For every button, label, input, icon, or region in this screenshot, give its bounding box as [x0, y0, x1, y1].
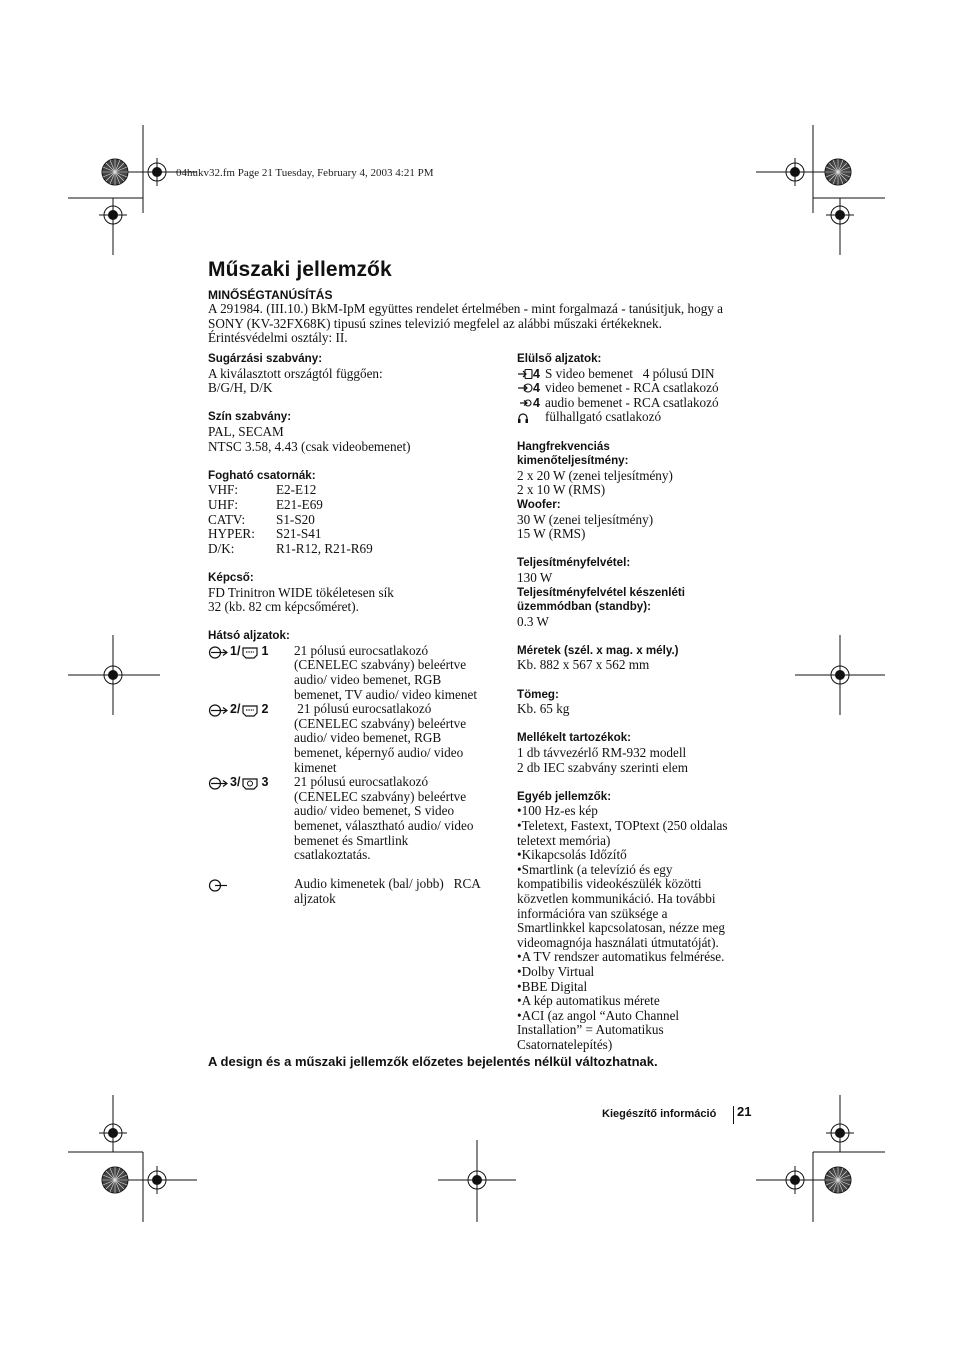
socket-number: 3 [261, 775, 269, 790]
picture-tube-section [208, 571, 508, 615]
section-heading: Sugárzási szabvány: [208, 352, 323, 365]
section-line: 2 x 10 W (RMS) [517, 482, 606, 498]
description-line: bemenet, képernyő audio/ video [294, 745, 464, 761]
feature-line: Smartlinkkel kapcsolatosan, nézze meg [517, 920, 725, 936]
band-range: E21-E69 [276, 496, 323, 512]
band-label: VHF: [208, 482, 239, 498]
rear-sockets-section [208, 629, 508, 906]
page-number: 21 [737, 1104, 752, 1119]
channel-row [208, 498, 508, 513]
channel-row [208, 513, 508, 528]
section-line: 30 W (zenei teljesítmény) [517, 511, 654, 527]
socket-number: 2 [261, 702, 269, 717]
band-range: S1-S20 [276, 511, 315, 527]
section-heading: Méretek (szél. x mag. x mély.) [517, 643, 679, 657]
headphones-icon [517, 412, 529, 424]
feature-line: Csatornatelepítés) [517, 1036, 613, 1052]
socket-number: 3/ [230, 775, 241, 790]
description-line: audio/ video bemenet, RGB [294, 672, 442, 688]
socket-description [294, 644, 508, 702]
front-socket-row [517, 396, 757, 411]
description-line: aljzatok [294, 890, 336, 906]
description-line: 21 pólusú eurocsatlakozó [294, 642, 429, 658]
video-input-label [517, 381, 545, 396]
section-heading: Tömeg: [517, 687, 559, 701]
feature-line: •Dolby Virtual [517, 963, 595, 979]
socket-description [294, 702, 508, 775]
section-heading: Teljesítményfelvétel: [517, 556, 631, 570]
band-label: UHF: [208, 496, 239, 512]
input-arrow-icon [208, 646, 228, 659]
power-consumption-section [517, 556, 757, 585]
section-line: NTSC 3.58, 4.43 (csak videobemenet) [208, 438, 411, 454]
footer-divider [733, 1106, 734, 1124]
section-heading: üzemmódban (standby): [517, 600, 651, 614]
s-video-input-label [517, 367, 545, 382]
feature-line: •BBE Digital [517, 978, 588, 994]
description-line: 21 pólusú eurocsatlakozó [294, 774, 429, 790]
section-line: A kiválasztott országtól függően: [208, 365, 383, 381]
socket-description: audio bemenet - RCA csatlakozó [545, 394, 719, 410]
channels-section [208, 469, 508, 557]
band-label: HYPER: [208, 526, 255, 542]
right-column [517, 352, 757, 1067]
feature-line: kompatibilis videokészülék közötti [517, 876, 702, 892]
audio-output-socket [208, 877, 508, 906]
section-heading: Teljesítményfelvétel készenléti [517, 585, 685, 599]
front-socket-row [517, 410, 757, 425]
socket-number: 4 [533, 381, 540, 396]
radiation-standard-section [208, 352, 508, 396]
section-heading: Egyéb jellemzők: [517, 789, 612, 803]
socket-description [294, 775, 508, 863]
section-name: Kiegészítő információ [602, 1108, 717, 1120]
feature-line: •A kép automatikus mérete [517, 993, 660, 1009]
intro-line: Érintésvédelmi osztály: II. [208, 330, 348, 346]
section-line: 130 W [517, 569, 553, 585]
woofer-section [517, 498, 757, 542]
section-heading: Hangfrekvenciás [517, 439, 610, 453]
s-video-input-icon [517, 368, 533, 380]
section-heading: Fogható csatornák: [208, 468, 316, 482]
socket-description [294, 877, 508, 906]
band-label: D/K: [208, 540, 235, 556]
description-line: Audio kimenetek (bal/ jobb) RCA [294, 876, 481, 892]
audio-input-icon [517, 397, 533, 409]
audio-input-label [517, 396, 545, 411]
section-line: Kb. 882 x 567 x 562 mm [517, 657, 650, 673]
description-line: (CENELEC szabvány) beleértve [294, 715, 467, 731]
description-line: audio/ video bemenet, S video [294, 803, 455, 819]
feature-line: •Kikapcsolás Időzítő [517, 847, 627, 863]
audio-output-label [208, 877, 294, 906]
socket-number: 2/ [230, 702, 241, 717]
socket-number: 4 [533, 395, 540, 410]
input-arrow-icon [208, 704, 228, 717]
feature-line: •A TV rendszer automatikus felmérése. [517, 949, 725, 965]
dimensions-section [517, 644, 757, 673]
channel-row [208, 542, 508, 557]
description-line: bemenet és Smartlink [294, 832, 409, 848]
scart-icon [241, 704, 259, 717]
intro-line: A 291984. (III.10.) BkM-IpM együttes rendelet értelmében - mint forgalmazá - tanúsitjuk, hogy a [208, 301, 724, 316]
section-line: 0.3 W [517, 613, 549, 629]
section-heading: Woofer: [517, 497, 561, 511]
color-standard-section [208, 410, 508, 454]
feature-line: •Smartlink (a televízió és egy [517, 861, 673, 877]
left-column [208, 352, 508, 921]
description-line: bemenet, TV audio/ video kimenet [294, 686, 477, 702]
band-label: CATV: [208, 511, 246, 527]
band-range: S21-S41 [276, 526, 322, 542]
section-heading: Mellékelt tartozékok: [517, 731, 632, 745]
description-line: bemenet, választható audio/ video [294, 818, 474, 833]
video-input-icon [517, 382, 533, 394]
section-line: 2 db IEC szabvány szerinti elem [517, 759, 689, 775]
description-line: kimenet [294, 759, 337, 775]
page-title: Műszaki jellemzők [208, 258, 392, 281]
certification-text [208, 302, 768, 346]
rear-socket-3 [208, 775, 508, 863]
section-line: Kb. 65 kg [517, 701, 570, 717]
rear-socket-1 [208, 644, 508, 702]
scart-socket-label [208, 644, 294, 702]
disclaimer-note: A design és a műszaki jellemzők előzetes bejelentés nélkül változhatnak. [208, 1054, 658, 1069]
standby-consumption-section [517, 586, 757, 630]
section-heading: Hátsó aljzatok: [208, 629, 290, 643]
feature-line: teletext memória) [517, 832, 611, 848]
scart-socket-label [208, 702, 294, 775]
feature-line: videomagnója használati útmutatóját). [517, 934, 719, 950]
description-line: 21 pólusú eurocsatlakozó [294, 701, 432, 717]
s-video-scart-icon [241, 777, 259, 790]
feature-line: Installation” = Automatikus [517, 1022, 664, 1038]
socket-number: 1 [261, 643, 269, 658]
intro-line: SONY (KV-32FX68K) tipusú szines televizió megfelel az alábbi műszaki értékeknek. [208, 315, 662, 331]
accessories-section [517, 731, 757, 775]
front-sockets-section [517, 352, 757, 425]
feature-line: közvetlen kommunikáció. Ha további [517, 890, 716, 906]
section-heading: Képcső: [208, 570, 254, 584]
feature-line: •ACI (az angol “Auto Channel [517, 1007, 680, 1023]
description-line: (CENELEC szabvány) beleértve [294, 788, 467, 804]
section-line: 1 db távvezérlő RM-932 modell [517, 745, 687, 761]
description-line: (CENELEC szabvány) beleértve [294, 657, 467, 673]
section-line: FD Trinitron WIDE tökéletesen sík [208, 584, 394, 600]
section-heading: kimenőteljesítmény: [517, 454, 629, 468]
socket-description: fülhallgató csatlakozó [545, 409, 662, 425]
section-line: PAL, SECAM [208, 423, 284, 439]
socket-description: S video bemenet 4 pólusú DIN [545, 365, 715, 381]
socket-number: 1/ [230, 643, 241, 658]
section-heading: Elülső aljzatok: [517, 352, 602, 365]
other-features-section [517, 790, 757, 1053]
section-line: 2 x 20 W (zenei teljesítmény) [517, 467, 673, 483]
section-line: 15 W (RMS) [517, 526, 586, 542]
input-arrow-icon [208, 777, 228, 790]
socket-number: 4 [533, 366, 540, 381]
description-line: audio/ video bemenet, RGB [294, 730, 442, 746]
feature-line: információra van szüksége a [517, 905, 668, 921]
feature-line: •100 Hz-es kép [517, 803, 598, 819]
file-info-header: 04hukv32.fm Page 21 Tuesday, February 4, 2003 4:21 PM [176, 167, 434, 179]
socket-description: video bemenet - RCA csatlakozó [545, 380, 719, 396]
channel-row [208, 527, 508, 542]
headphone-label [517, 410, 545, 425]
section-heading: Szín szabvány: [208, 410, 292, 424]
band-range: E2-E12 [276, 482, 317, 498]
front-socket-row [517, 367, 757, 382]
description-line: csatlakoztatás. [294, 847, 371, 863]
band-range: R1-R12, R21-R69 [276, 540, 373, 556]
certification-heading: MINŐSÉGTANÚSÍTÁS [208, 288, 333, 302]
front-socket-row [517, 381, 757, 396]
scart-icon [241, 646, 259, 659]
section-line: 32 (kb. 82 cm képcsőméret). [208, 599, 359, 615]
section-line: B/G/H, D/K [208, 380, 273, 396]
feature-line: •Teletext, Fastext, TOPtext (250 oldalas [517, 818, 728, 833]
weight-section [517, 688, 757, 717]
audio-output-power-section [517, 440, 757, 498]
output-arrow-icon [208, 879, 228, 892]
scart-socket-label [208, 775, 294, 863]
rear-socket-2 [208, 702, 508, 775]
channel-row [208, 483, 508, 498]
